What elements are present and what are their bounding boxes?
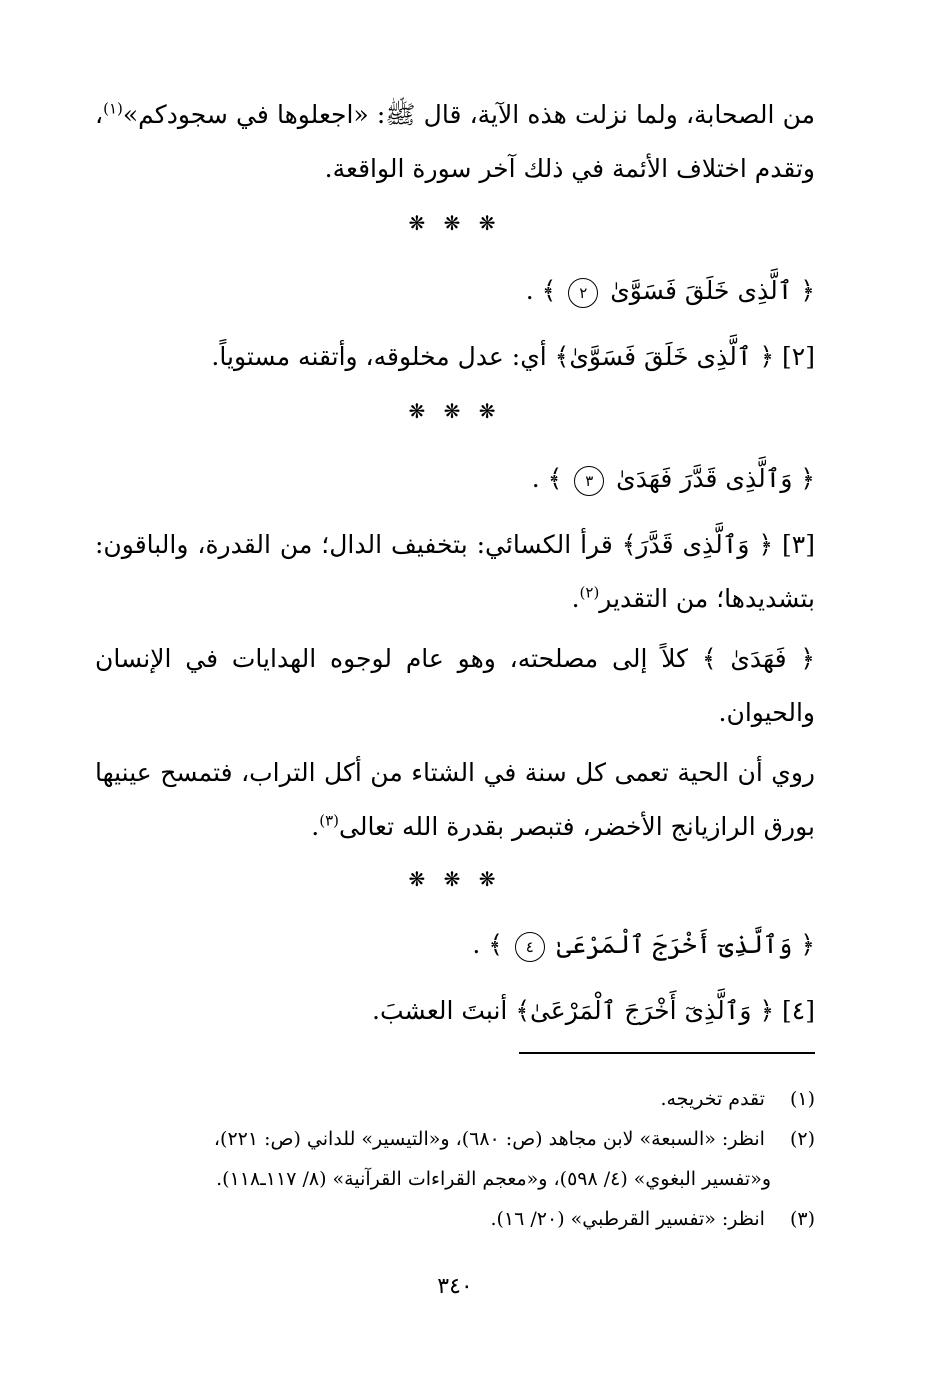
footnote: [95, 1124, 815, 1154]
tafsir-line: [٣] ﴿ وَٱلَّذِى قَدَّرَ﴾ قرأ الكسائي: بتخفيف الدال؛ من القدرة، والباقون:: [95, 530, 815, 559]
text: .: [571, 584, 580, 613]
page-number: ٣٤٠: [437, 1274, 473, 1299]
paragraph-line: [95, 808, 815, 846]
paragraph-line: وتقدم اختلاف الأئمة في ذلك آخر سورة الواقعة.: [324, 154, 815, 183]
verse-text: ﴿ ٱلَّذِى خَلَقَ فَسَوَّىٰ: [610, 276, 815, 305]
verse-text: ﴿ وَٱلَّذِىٓ أَخْرَجَ ٱلْمَرْعَىٰ: [556, 930, 815, 959]
text: بتشديدها؛ من التقدير: [599, 584, 815, 613]
text: ،: [95, 100, 104, 129]
footnote-number: (١): [789, 1088, 815, 1110]
verse-number-marker: ٣: [574, 466, 604, 496]
verse-bracket: ﴾ .: [531, 464, 563, 493]
tafsir-line: [٤] ﴿ وَٱلَّذِىٓ أَخْرَجَ ٱلْمَرْعَىٰ﴾ أنبتَ العشبَ.: [372, 996, 815, 1025]
footnote-text: تقدم تخريجه.: [660, 1088, 765, 1110]
text: بورق الرازيانج الأخضر، فتبصر بقدرة الله تعالى: [338, 812, 815, 841]
footnote-number: (٢): [789, 1128, 815, 1150]
tafsir-line: [٢] ﴿ ٱلَّذِى خَلَقَ فَسَوَّىٰ﴾ أي: عدل مخلوقه، وأتقنه مستوياً.: [211, 342, 815, 371]
separator-stars: ❋ ❋ ❋: [408, 867, 502, 891]
text: من الصحابة، ولما نزلت هذه الآية، قال ﷺ: «اجعلوها في سجودكم»: [122, 100, 815, 129]
tafsir-line: [95, 580, 815, 618]
paragraph-line: روي أن الحية تعمى كل سنة في الشتاء من أكل التراب، فتمسح عينيها: [95, 758, 815, 787]
footnote-ref: (٣): [319, 811, 339, 830]
verse-number-marker: ٤: [515, 932, 545, 962]
text: .: [311, 812, 320, 841]
separator-stars: ❋ ❋ ❋: [408, 399, 502, 423]
separator-stars: ❋ ❋ ❋: [408, 211, 502, 235]
verse-text: ﴿ وَٱلَّذِى قَدَّرَ فَهَدَىٰ: [616, 464, 815, 493]
footnote: [95, 1084, 815, 1114]
quran-verse: [95, 272, 815, 310]
verse-bracket: ﴾ .: [525, 276, 557, 305]
footnote-text: انظر: «السبعة» لابن مجاهد (ص: ٦٨٠)، و«التيسير» للداني (ص: ٢٢١)،: [213, 1128, 765, 1150]
verse-bracket: ﴾ .: [472, 930, 503, 959]
footnote-number: (٣): [789, 1208, 815, 1230]
footnote-text: انظر: «تفسير القرطبي» (٢٠/ ١٦).: [490, 1208, 765, 1230]
page: [95, 0, 815, 1373]
paragraph-line: [95, 96, 815, 134]
verse-number-marker: ٢: [568, 278, 598, 308]
paragraph-line: ﴿ فَهَدَىٰ ﴾ كلاً إلى مصلحته، وهو عام لوجوه الهدايات في الإنسان: [95, 644, 815, 673]
footnote-divider: [519, 1052, 815, 1054]
footnote-continuation: و«تفسير البغوي» (٤/ ٥٩٨)، و«معجم القراءات القرآنية» (٨/ ١١٧ـ١١٨).: [216, 1168, 771, 1190]
paragraph-line: والحيوان.: [718, 698, 815, 727]
footnote: [95, 1204, 815, 1234]
footnote-ref: (١): [103, 99, 123, 118]
quran-verse: [95, 460, 815, 498]
footnote-ref: (٢): [579, 583, 600, 602]
quran-verse: [95, 926, 815, 964]
